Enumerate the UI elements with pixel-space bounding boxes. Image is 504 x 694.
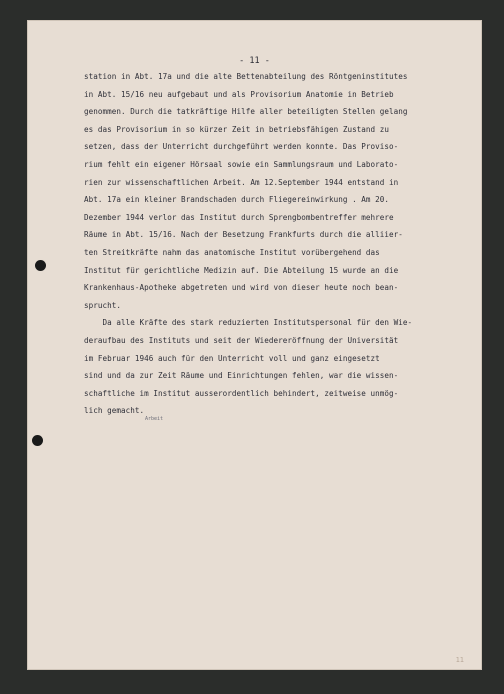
text-line: in Abt. 15/16 neu aufgebaut und als Provisorium Anatomie in Betrieb: [84, 89, 394, 99]
text-line: station in Abt. 17a und die alte Bettenabteilung des Röntgeninstitutes: [84, 72, 408, 81]
text-line: sind und da zur Zeit Räume und Einrichtungen fehlen, war die wissen-: [84, 371, 399, 381]
punch-hole: [32, 435, 43, 446]
text-line: rium fehlt ein eigener Hörsaal sowie ein Sammlungsraum und Laborato-: [84, 159, 399, 169]
text-line: im Februar 1946 auch für den Unterricht voll und ganz eingesetzt: [84, 353, 380, 363]
text-line: schaftliche im Institut ausserordentlich behindert, zeitweise unmög-: [84, 388, 399, 398]
document-page: [27, 20, 482, 670]
corner-mark: 11: [455, 656, 464, 664]
text-line: genommen. Durch die tatkräftige Hilfe aller beteiligten Stellen gelang: [84, 107, 408, 117]
text-line: ten Streitkräfte nahm das anatomische Institut vorübergehend das: [84, 247, 380, 257]
text-line: Räume in Abt. 15/16. Nach der Besetzung Frankfurts durch die alliier-: [84, 230, 403, 240]
handwritten-insertion: Arbeit: [145, 416, 164, 422]
text-line: Institut für gerichtliche Medizin auf. Die Abteilung 15 wurde an die: [84, 265, 399, 275]
text-line: es das Provisorium in so kürzer Zeit in betriebsfähigen Zustand zu: [84, 124, 390, 134]
text-line: Abt. 17a ein kleiner Brandschaden durch Fliegereinwirkung . Am 20.: [84, 195, 390, 205]
punch-hole: [35, 260, 46, 271]
text-line: deraufbau des Instituts und seit der Wiedereröffnung der Universität: [84, 335, 399, 345]
body-text: [84, 68, 454, 420]
text-line: lich gemacht.: [84, 406, 145, 416]
page-number: - 11 -: [239, 56, 270, 66]
text-line: Da alle Kräfte des stark reduzierten Institutspersonal für den Wie-: [84, 318, 413, 328]
text-line: Dezember 1944 verlor das Institut durch Sprengbombentreffer mehrere: [84, 212, 394, 222]
text-line: Krankenhaus-Apotheke abgetreten und wird von dieser heute noch bean-: [84, 283, 399, 293]
text-line: setzen, dass der Unterricht durchgeführt werden konnte. Das Proviso-: [84, 142, 399, 152]
text-line: rien zur wissenschaftlichen Arbeit. Am 12.September 1944 entstand in: [84, 177, 399, 187]
text-line: sprucht.: [84, 300, 121, 310]
